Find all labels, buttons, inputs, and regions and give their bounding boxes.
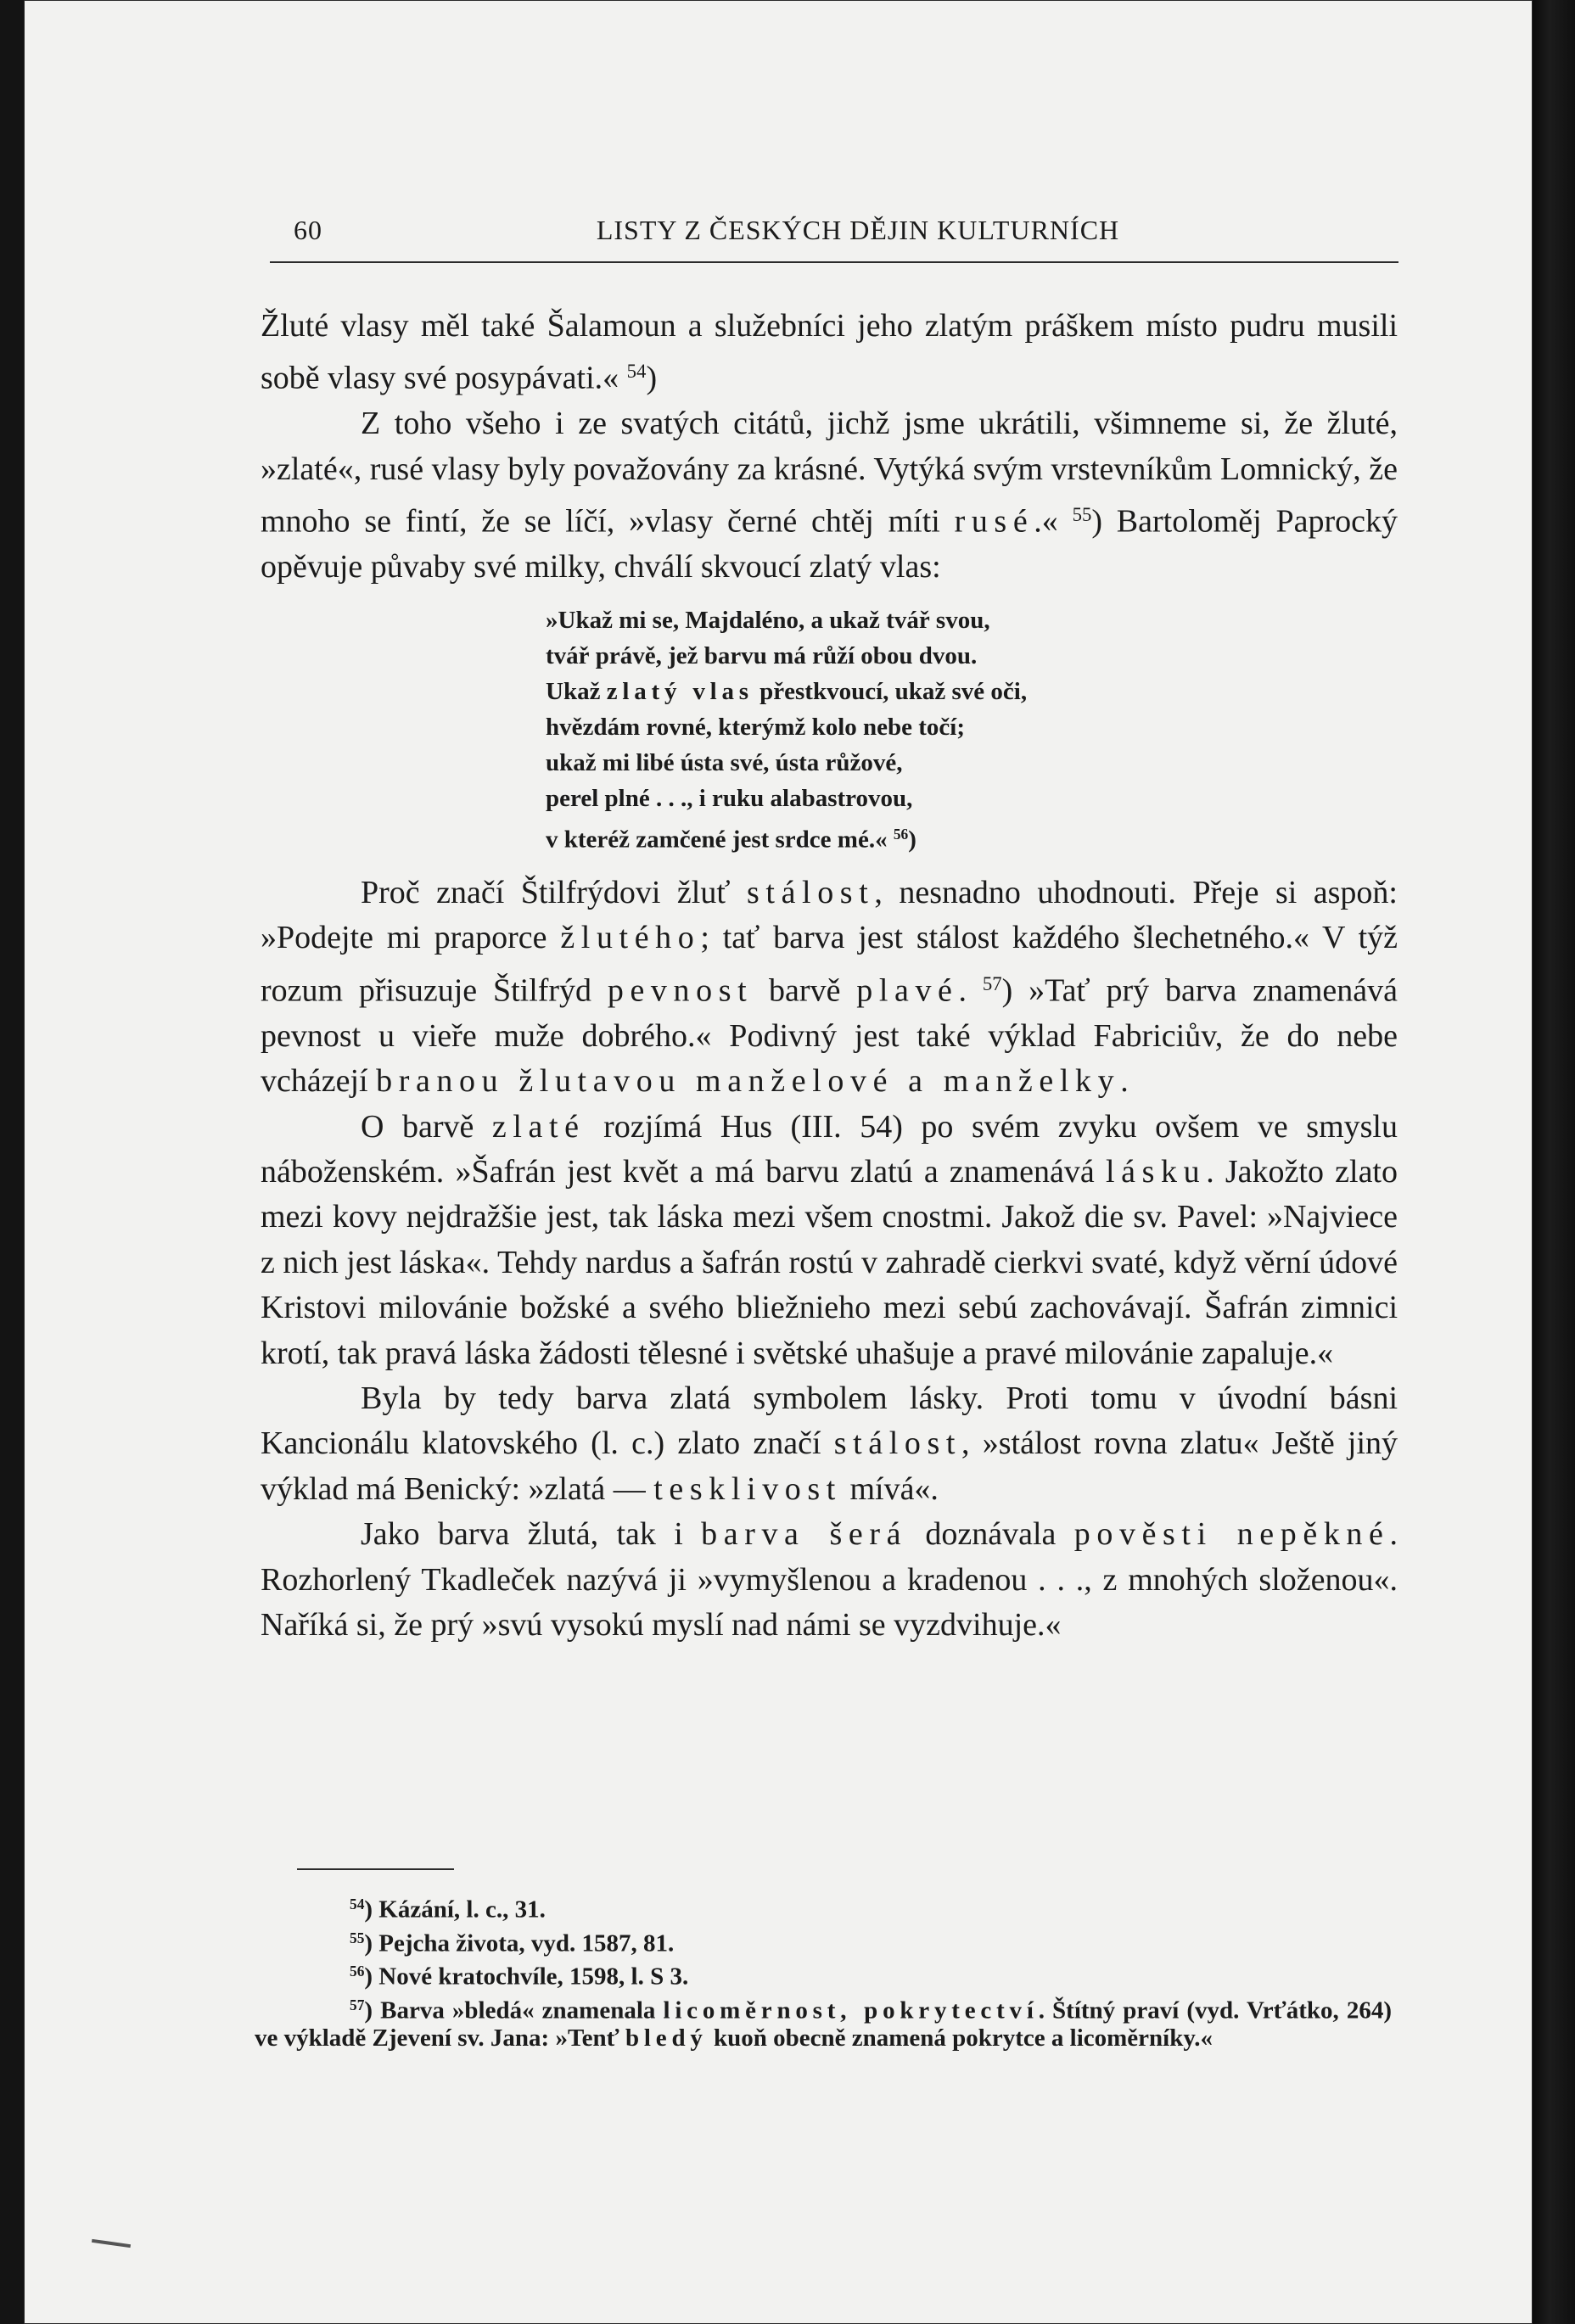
emphasis-plave: plavé (856, 972, 959, 1009)
footnote-57: $^{57}$) Barva »bledá« znamenala licoměrnost, pokrytectví. Štítný praví (vyd. Vrťátko, 264) ve výkladě Zjevení sv. Jana: »Tenť bledý kuoň obecně znamená pokrytce a licoměrníky.« (255, 1996, 1392, 2052)
emphasis-zluteho: žlutého (560, 920, 701, 956)
footnote-54: $^{54}$) Kázání, l. c., 31. (350, 1896, 546, 1924)
running-title: LISTY Z ČESKÝCH DĚJIN KULTURNÍCH (596, 215, 1120, 245)
emphasis-zlate: zlaté (491, 1108, 586, 1145)
body-text (261, 304, 1398, 1649)
emphasis-stalost-2: stálost (833, 1425, 962, 1462)
emphasis-pevnost: pevnost (607, 972, 754, 1009)
scan-border (1533, 0, 1575, 2324)
poem-quote (546, 602, 1398, 858)
poem-line: Ukaž zlatý vlas přestkvoucí, ukaž své oči, (546, 677, 1028, 705)
footnote-55: $^{55}$) Pejcha života, vyd. 1587, 81. (350, 1929, 675, 1957)
poem-line: perel plné . . ., i ruku alabastrovou, (546, 784, 913, 812)
emphasis-branou: branou žlutavou manželové a manželky (376, 1063, 1121, 1100)
page-header (294, 215, 1422, 249)
poem-line: ukaž mi libé ústa své, ústa růžové, (546, 748, 903, 776)
footnote-ref-57[interactable]: 57 (982, 972, 1002, 994)
emphasis-bledy: bledý (625, 2024, 708, 2052)
paragraph-3: Proč značí Štilfrýdovi žluť stálost, nesnadno uhodnouti. Přeje si aspoň: »Podejte mi praporce žlutého; tať barva jest stálost každého šlechetného.« V týž rozum přisuzuje Štilfrýd pevnost barvě plavé. $^{57}$) »Tať prý barva znamenává pevnost u vieře muže dobrého.« Podivný jest také výklad Fabriciův, že do nebe vcházejí branou žlutavou manželové a manželky. (261, 875, 1398, 1100)
emphasis-zlaty-vlas: zlatý vlas (606, 677, 754, 705)
page-number: 60 (294, 215, 322, 245)
paragraph-2: Z toho všeho i ze svatých citátů, jichž jsme ukrátili, všimneme si, že žluté, »zlaté«, rusé vlasy byly považovány za krásné. Vytýká svým vrstevníkům Lomnický, že mnoho se fintí, že se líčí, »vlasy černé chtěj míti rusé.« $^{55}$) Bartoloměj Paprocký opěvuje půvaby své milky, chválí skvoucí zlatý vlas: (261, 406, 1398, 585)
header-rule (270, 261, 1398, 263)
paragraph-5: Byla by tedy barva zlatá symbolem lásky. Proti tomu v úvodní básni Kancionálu klatovského (l. c.) zlato značí stálost, »stálost rovna zlatu« Ještě jiný výklad má Benický: »zlatá — tesklivost mívá«. (261, 1380, 1398, 1507)
footnote-rule (297, 1868, 454, 1870)
footnote-56: $^{56}$) Nové kratochvíle, 1598, l. S 3. (350, 1963, 689, 1991)
poem-line: tvář právě, jež barvu má růží obou dvou. (546, 641, 978, 669)
poem-line: v kteréž zamčené jest srdce mé.« $^{56}$) (546, 825, 916, 854)
poem-line: »Ukaž mi se, Majdaléno, a ukaž tvář svou, (546, 606, 990, 634)
emphasis-barva-sera: barva šerá (701, 1516, 908, 1553)
paragraph-4: O barvě zlaté rozjímá Hus (III. 54) po svém zvyku ovšem ve smyslu náboženském. »Šafrán jest květ a má barvu zlatú a znamenává lásku. Jakožto zlato mezi kovy nejdražšie jest, tak láska mezi všem cnostmi. Jakož die sv. Pavel: »Najviece z nich jest láska«. Tehdy nardus a šafrán rostú v zahradě cierkvi svaté, když věrní údové Kristovi milovánie božské a svého bliežnieho mezi sebú zachovávají. Šafrán zimnici krotí, tak pravá láska žádosti tělesné i světské uhašuje a pravé milovánie zapaluje.« (261, 1108, 1398, 1371)
poem-line: hvězdám rovné, kterýmž kolo nebe točí; (546, 713, 965, 741)
footnote-ref-56[interactable]: 56 (893, 825, 909, 843)
emphasis-ruse: rusé (954, 503, 1034, 540)
emphasis-stalost: stálost (747, 875, 875, 911)
footnote-ref-54[interactable]: 54 (626, 361, 647, 383)
emphasis-povesti: pověsti nepěkné (1073, 1516, 1390, 1553)
emphasis-lasku: lásku (1105, 1154, 1207, 1190)
footnote-ref-55[interactable]: 55 (1072, 504, 1092, 526)
emphasis-licomernost: licoměrnost, pokrytectví (663, 1996, 1039, 2024)
footnotes (255, 1890, 1392, 2052)
emphasis-tesklivost: tesklivost (653, 1470, 842, 1507)
paragraph-1: Žluté vlasy měl také Šalamoun a služebníci jeho zlatým práškem místo pudru musili sobě vlasy své posypávati.« $^{54}$) (261, 308, 1398, 396)
paragraph-6: Jako barva žlutá, tak i barva šerá doznávala pověsti nepěkné. Rozhorlený Tkadleček nazývá ji »vymyšlenou a kradenou . . ., z mnohých složenou«. Naříká si, že prý »svú vysokú myslí nad námi se vyzdvihuje.« (261, 1516, 1398, 1644)
